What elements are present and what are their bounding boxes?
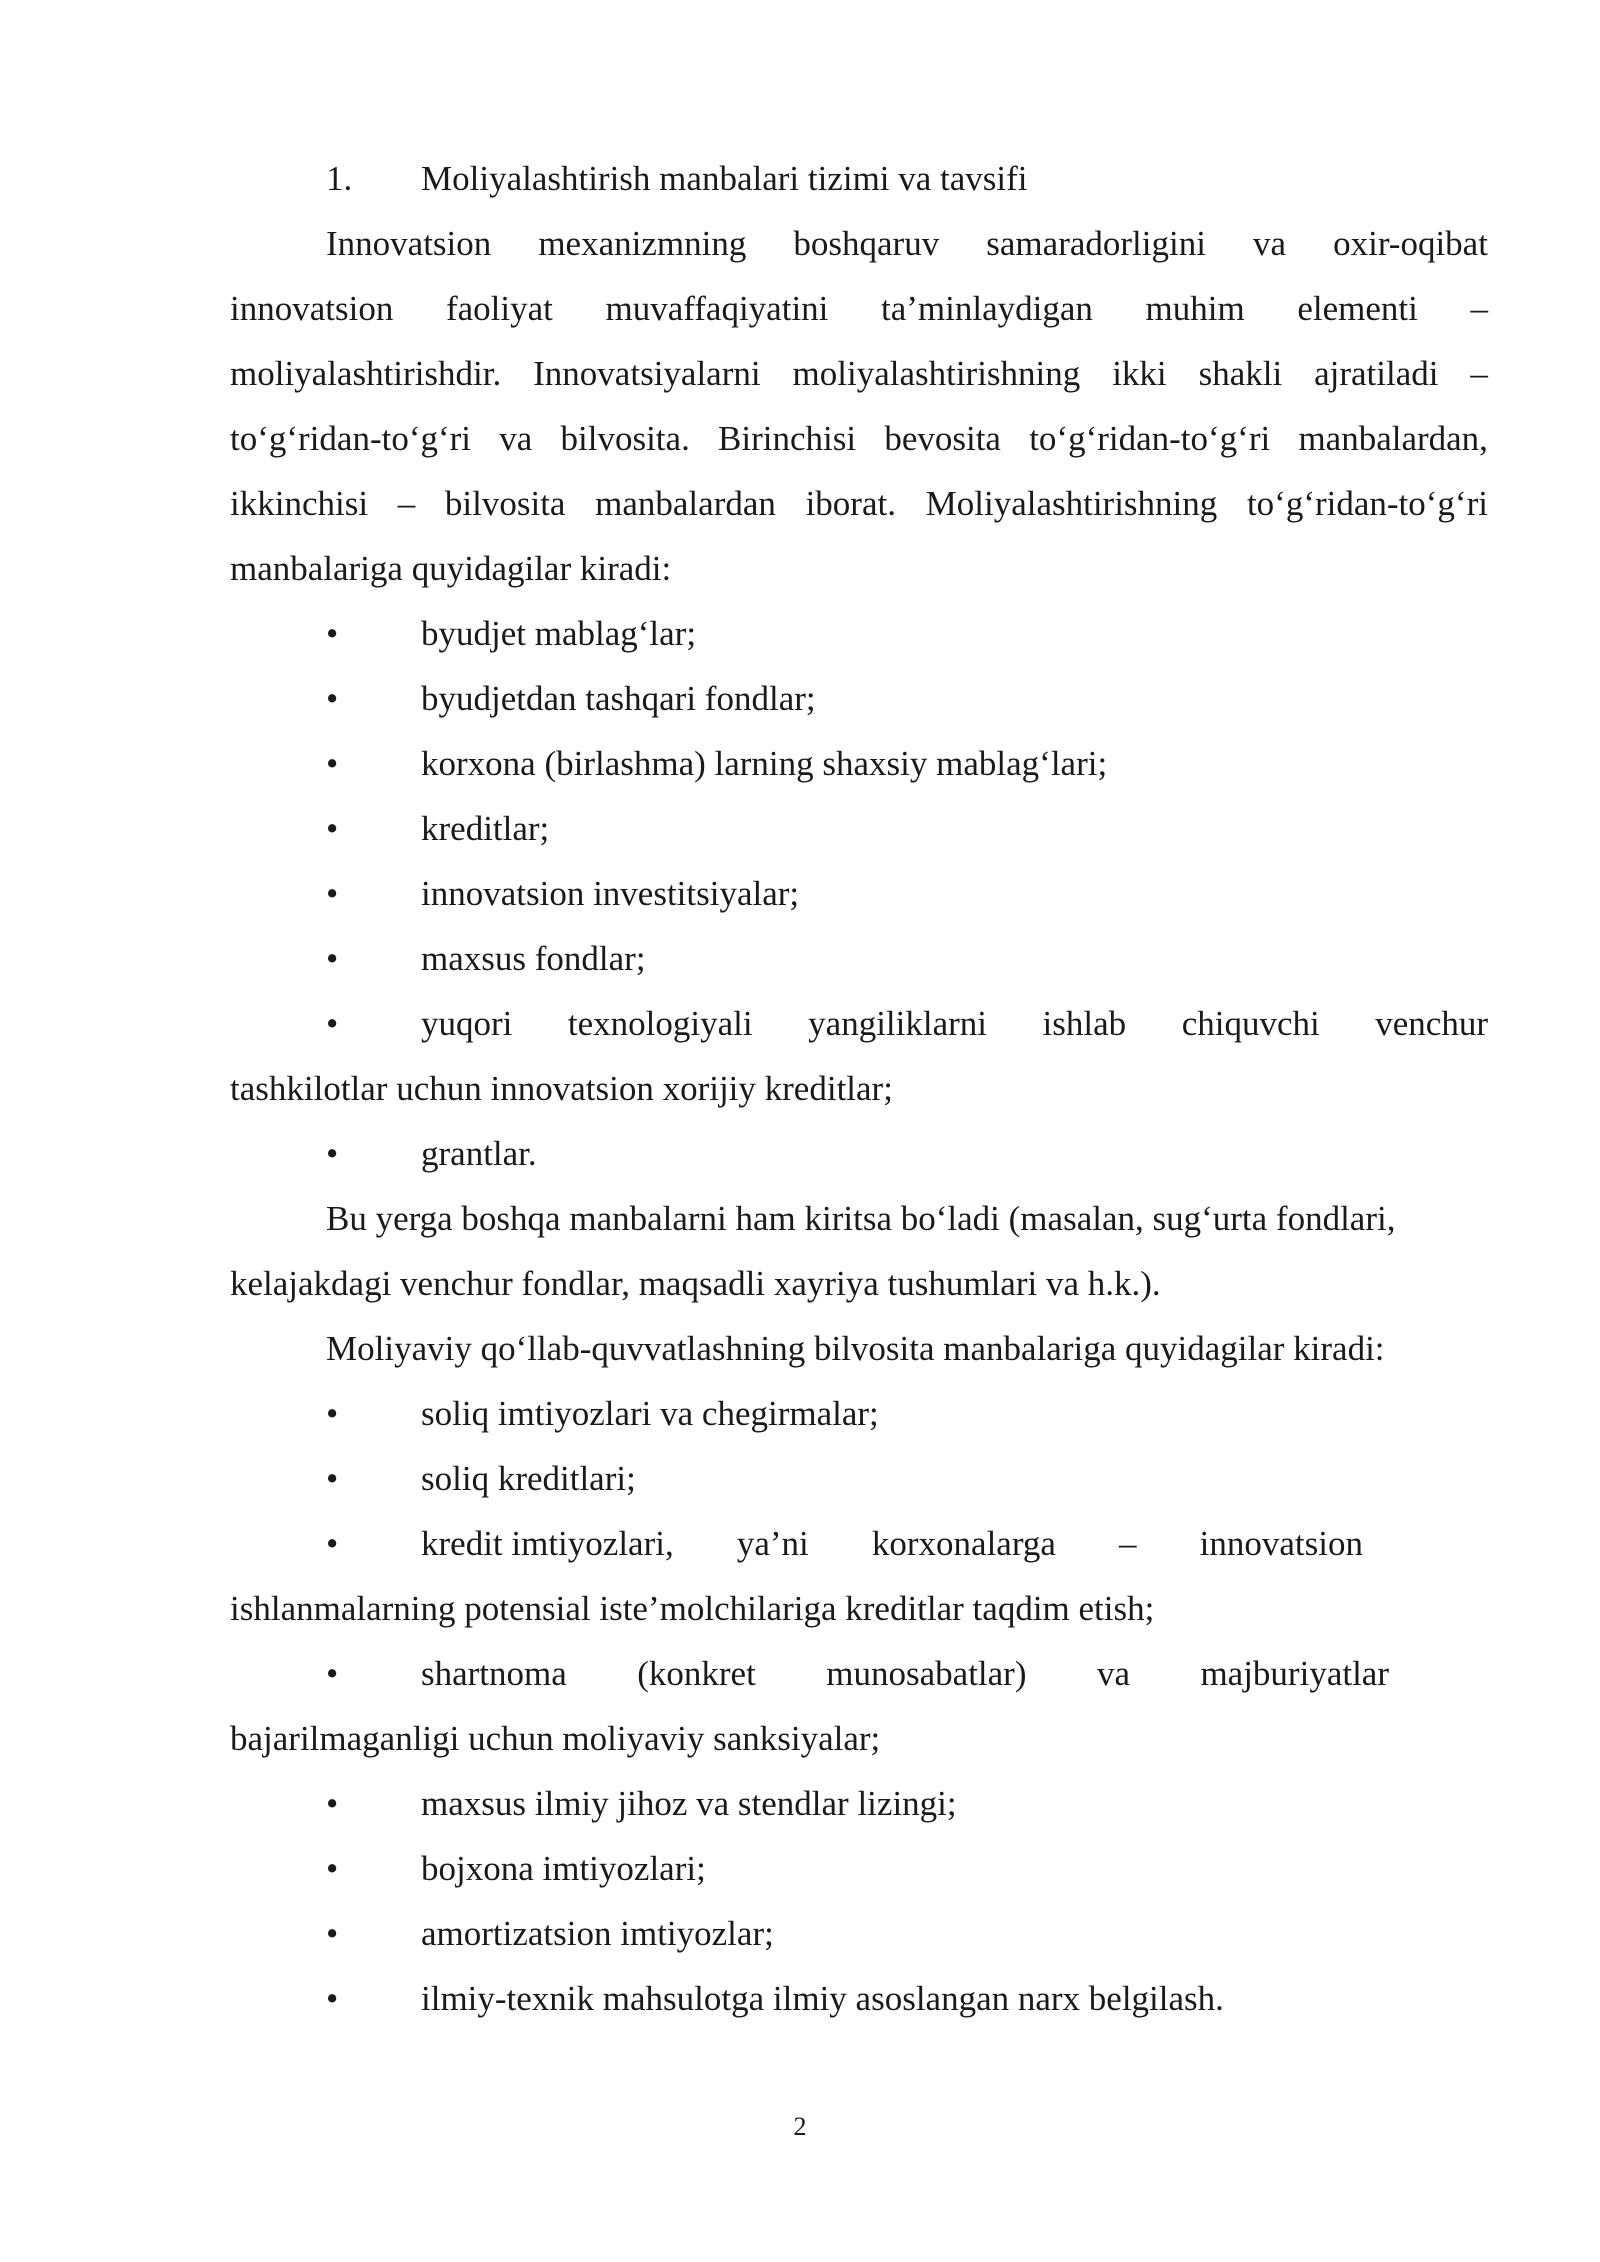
list-item [230, 1446, 1488, 1511]
list-item [230, 1381, 1488, 1446]
list-item [230, 1836, 1488, 1901]
word: ishlab [1042, 1004, 1127, 1043]
word: bevosita [884, 419, 1001, 458]
bullet: • [326, 1394, 339, 1433]
bullet: • [326, 1654, 339, 1693]
bullet: • [326, 1004, 339, 1043]
bullet: • [326, 809, 339, 848]
intro-line-6: manbalariga quyidagilar kiradi: [230, 549, 672, 588]
word: faoliyat [445, 289, 553, 328]
list-item [230, 1121, 1488, 1186]
other-sources-line-2: kelajakdagi venchur fondlar, maqsadli xayriya tushumlari va h.k.). [230, 1264, 1161, 1303]
word: va [1096, 1654, 1130, 1693]
bullet: • [326, 614, 339, 653]
indirect-sources-intro: Moliyaviy qo‘llab-quvvatlashning bilvosita manbalariga quyidagilar kiradi: [326, 1329, 1385, 1368]
list-item [230, 731, 1488, 796]
word: moliyalashtirishdir. [230, 354, 502, 393]
word: yuqori [421, 1004, 513, 1043]
word: oxir-oqibat [1333, 224, 1488, 263]
list-item-text: byudjetdan tashqari fondlar; [421, 679, 816, 718]
section-number: 1. [326, 159, 353, 198]
word: chiquvchi [1181, 1004, 1320, 1043]
list-item-text: innovatsion investitsiyalar; [421, 874, 800, 913]
word: ta’minlaydigan [881, 289, 1093, 328]
list-item [230, 1901, 1488, 1966]
list-item [230, 926, 1488, 991]
bullet: • [326, 1459, 339, 1498]
list-item [230, 796, 1488, 861]
word: manbalardan, [1298, 419, 1488, 458]
intro-line-2 [230, 276, 1488, 341]
bullet: • [326, 679, 339, 718]
bullet: • [326, 1524, 339, 1563]
section-title: Moliyalashtirish manbalari tizimi va tavsifi [421, 159, 1028, 198]
word: – [397, 484, 416, 523]
word: va [499, 419, 533, 458]
word: to‘g‘ridan-to‘g‘ri [230, 419, 472, 458]
list-item-continuation: tashkilotlar uchun innovatsion xorijiy kreditlar; [230, 1069, 893, 1108]
word: ajratiladi [1314, 354, 1439, 393]
list-item-continuation: bajarilmaganligi uchun moliyaviy sanksiyalar; [230, 1719, 881, 1758]
list-item-text [421, 1641, 1389, 1706]
word: texnologiyali [567, 1004, 753, 1043]
word: moliyalashtirishning [792, 354, 1081, 393]
list-item-text: bojxona imtiyozlari; [421, 1849, 706, 1888]
word: ikkinchisi [230, 484, 369, 523]
other-sources-line-1: Bu yerga boshqa manbalarni ham kiritsa bo‘ladi (masalan, sug‘urta fondlari, [326, 1199, 1396, 1238]
word: samaradorligini [986, 224, 1206, 263]
list-item-text: maxsus fondlar; [421, 939, 646, 978]
list-item-text: soliq imtiyozlari va chegirmalar; [421, 1394, 879, 1433]
word: – [1470, 354, 1488, 393]
list-item-text: kreditlar; [421, 809, 550, 848]
word: innovatsion [230, 289, 394, 328]
bullet: • [326, 1784, 339, 1823]
word: kredit imtiyozlari, [421, 1524, 674, 1563]
word: Birinchisi [718, 419, 857, 458]
list-item [230, 1771, 1488, 1836]
word: Innovatsion [326, 224, 492, 263]
intro-line-3 [230, 341, 1488, 406]
list-item [230, 601, 1488, 666]
list-item [230, 666, 1488, 731]
word: shakli [1198, 354, 1283, 393]
bullet: • [326, 1134, 339, 1173]
list-item-continuation: ishlanmalarning potensial iste’molchilariga kreditlar taqdim etish; [230, 1589, 1155, 1628]
word: mexanizmning [538, 224, 747, 263]
list-item-text: maxsus ilmiy jihoz va stendlar lizingi; [421, 1784, 957, 1823]
word: korxonalarga [871, 1524, 1056, 1563]
word: – [1470, 289, 1488, 328]
list-item-text [421, 991, 1488, 1056]
word: va [1253, 224, 1287, 263]
word: munosabatlar) [826, 1654, 1027, 1693]
word: to‘g‘ridan-to‘g‘ri [1029, 419, 1271, 458]
intro-line-5 [230, 471, 1488, 536]
word: bilvosita. [560, 419, 690, 458]
list-item-text: byudjet mablag‘lar; [421, 614, 697, 653]
bullet: • [326, 1914, 339, 1953]
list-item-text: soliq kreditlari; [421, 1459, 636, 1498]
bullet: • [326, 1849, 339, 1888]
word: to‘g‘ridan-to‘g‘ri [1246, 484, 1488, 523]
list-item-text [421, 1511, 1363, 1576]
list-item-text: ilmiy-texnik mahsulotga ilmiy asoslangan narx belgilash. [421, 1979, 1224, 2018]
list-item [230, 991, 1488, 1056]
bullet: • [326, 874, 339, 913]
page-content [230, 146, 1488, 2031]
word: Innovatsiyalarni [533, 354, 761, 393]
page-number: 2 [793, 2112, 807, 2141]
word: venchur [1375, 1004, 1488, 1043]
word: bilvosita [444, 484, 566, 523]
word: muhim [1145, 289, 1245, 328]
word: elementi [1297, 289, 1418, 328]
list-item [230, 861, 1488, 926]
word: iborat. [805, 484, 896, 523]
word: ya’ni [736, 1524, 809, 1563]
word: innovatsion [1199, 1524, 1363, 1563]
word: manbalardan [595, 484, 776, 523]
word: shartnoma [421, 1654, 567, 1693]
word: majburiyatlar [1200, 1654, 1389, 1693]
word: ikki [1112, 354, 1167, 393]
list-item [230, 1966, 1488, 2031]
word: Moliyalashtirishning [925, 484, 1218, 523]
list-item-text: grantlar. [421, 1134, 537, 1173]
section-heading [230, 146, 1488, 211]
list-item [230, 1641, 1488, 1706]
word: (konkret [637, 1654, 756, 1693]
list-item-text: korxona (birlashma) larning shaxsiy mablag‘lari; [421, 744, 1108, 783]
word: – [1119, 1524, 1137, 1563]
word: muvaffaqiyatini [605, 289, 829, 328]
word: boshqaruv [793, 224, 940, 263]
list-item-text: amortizatsion imtiyozlar; [421, 1914, 774, 1953]
bullet: • [326, 744, 339, 783]
list-item [230, 1511, 1488, 1576]
bullet: • [326, 939, 339, 978]
intro-line-4 [230, 406, 1488, 471]
intro-line-1 [230, 211, 1488, 276]
word: yangiliklarni [808, 1004, 988, 1043]
bullet: • [326, 1979, 339, 2018]
